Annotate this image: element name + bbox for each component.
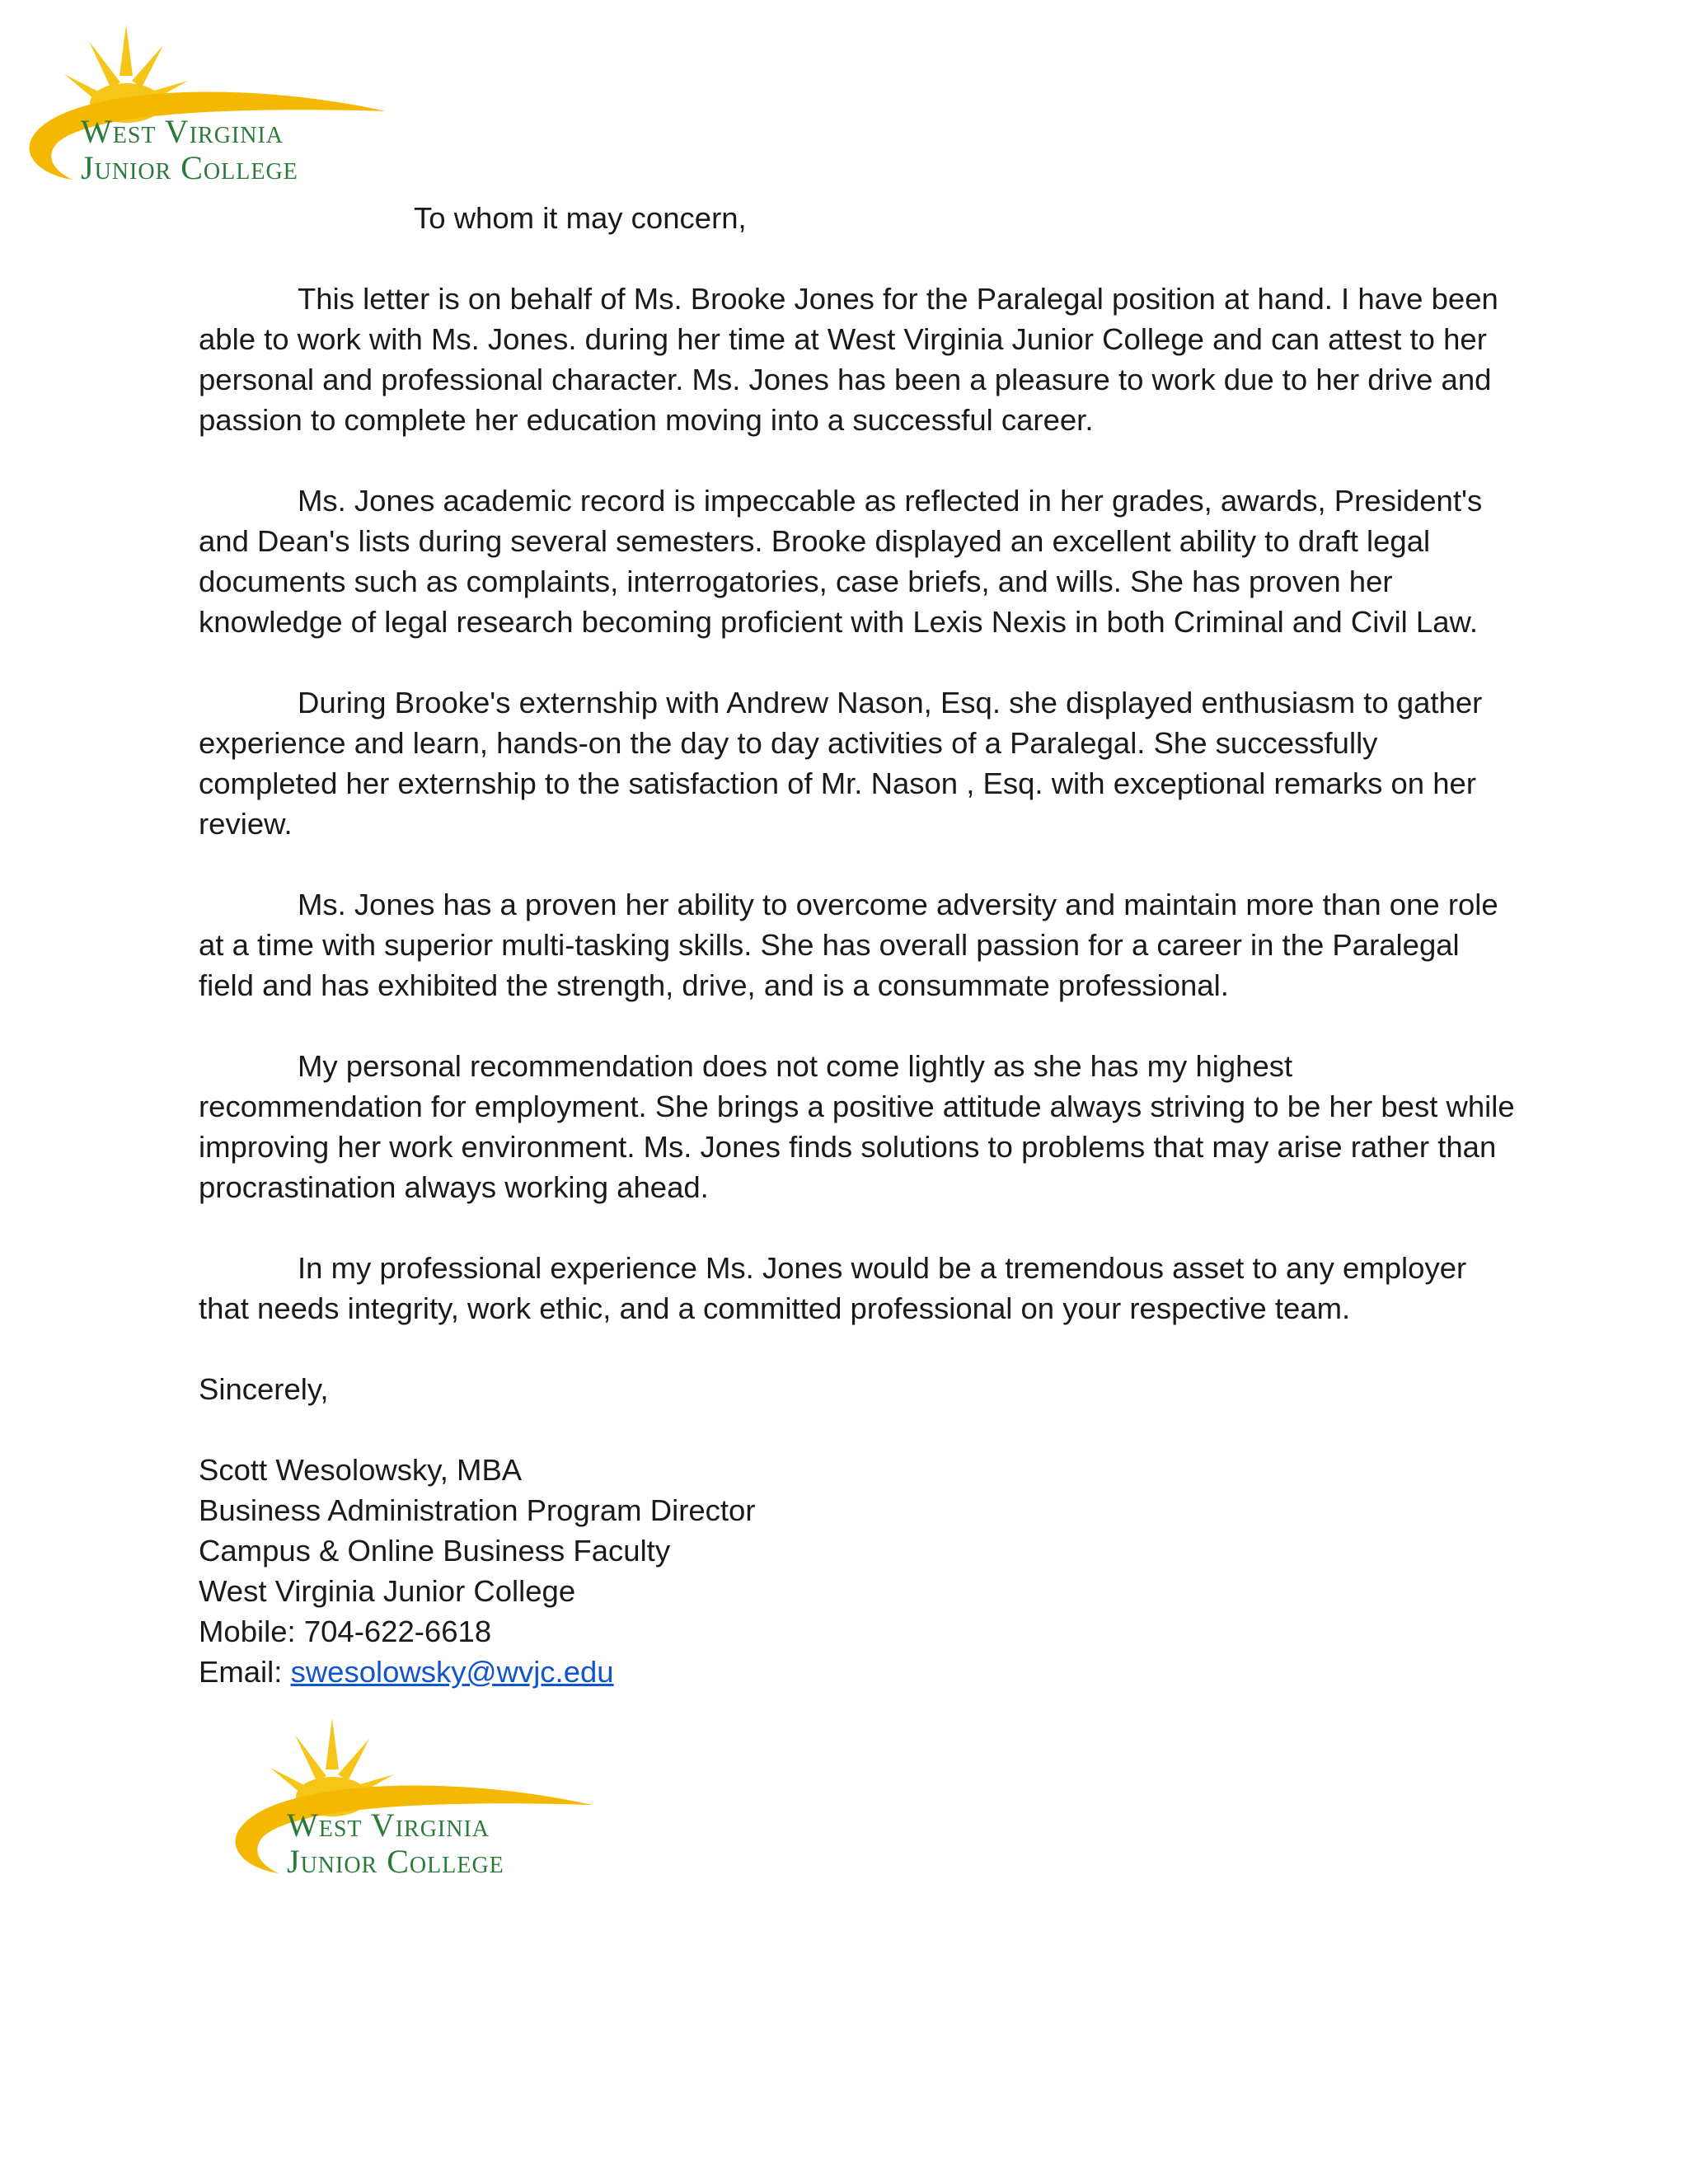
logo-line1: West Virginia bbox=[287, 1807, 490, 1844]
signer-title: Business Administration Program Director bbox=[199, 1493, 756, 1527]
logo-line2: Junior College bbox=[287, 1843, 504, 1880]
mobile-number: 704-622-6618 bbox=[303, 1615, 492, 1648]
mobile-label: Mobile: bbox=[199, 1615, 304, 1648]
closing: Sincerely, bbox=[199, 1372, 329, 1406]
paragraph-3: During Brooke's externship with Andrew Nason, Esq. she displayed enthusiasm to gather experience and learn, hands-on the day to day activities of a Paralegal. She successfully completed her externship to the satisfaction of Mr. Nason , Esq. with exceptional remarks on her review. bbox=[199, 686, 1483, 841]
salutation: To whom it may concern, bbox=[414, 201, 747, 235]
paragraph-4: Ms. Jones has a proven her ability to overcome adversity and maintain more than one role at a time with superior multi-tasking skills. She has overall passion for a career in the Paralegal field and has exhibited the strength, drive, and is a consummate professional. bbox=[199, 888, 1498, 1002]
signature-block bbox=[199, 1450, 1517, 1692]
signer-name: Scott Wesolowsky, MBA bbox=[199, 1453, 523, 1487]
email-link[interactable]: swesolowsky@wvjc.edu bbox=[290, 1655, 614, 1689]
mobile-line bbox=[199, 1611, 1517, 1652]
signer-faculty: Campus & Online Business Faculty bbox=[199, 1534, 671, 1568]
paragraph-2: Ms. Jones academic record is impeccable as reflected in her grades, awards, President's and Dean's lists during several semesters. Brooke displayed an excellent ability to draft legal documents such as complaints, interrogatories, case briefs, and wills. She has proven her knowledge of legal research becoming proficient with Lexis Nexis in both Criminal and Civil Law. bbox=[199, 484, 1483, 639]
college-logo-top bbox=[23, 25, 394, 198]
email-line bbox=[199, 1652, 1517, 1692]
college-logo-bottom bbox=[229, 1718, 600, 1891]
paragraph-5: My personal recommendation does not come lightly as she has my highest recommendation for employment. She brings a positive attitude always striving to be her best while improving her work environment. Ms. Jones finds solutions to problems that may arise rather than procrastination always working ahead. bbox=[199, 1049, 1515, 1204]
signer-institution: West Virginia Junior College bbox=[199, 1574, 576, 1608]
letter-body bbox=[199, 198, 1517, 1692]
email-label: Email: bbox=[199, 1655, 291, 1689]
paragraph-6: In my professional experience Ms. Jones would be a tremendous asset to any employer that needs integrity, work ethic, and a committed professional on your respective team. bbox=[199, 1251, 1467, 1325]
paragraph-1: This letter is on behalf of Ms. Brooke Jones for the Paralegal position at hand. I have been able to work with Ms. Jones. during her time at West Virginia Junior College and can attest to her personal and professional character. Ms. Jones has been a pleasure to work due to her drive and passion to complete her education moving into a successful career. bbox=[199, 282, 1498, 437]
logo-line1: West Virginia bbox=[81, 113, 284, 150]
logo-line2: Junior College bbox=[81, 149, 298, 186]
